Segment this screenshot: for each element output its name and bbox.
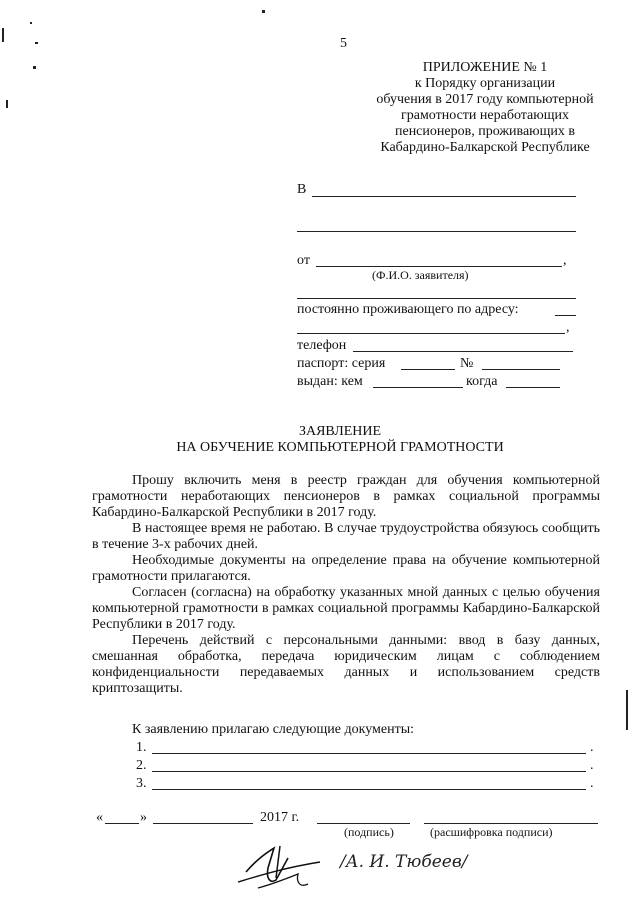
issued-by-label: выдан: кем [297, 374, 363, 389]
paragraph-documents: Необходимые документы на определение права на обучение компьютерной грамотности прилагаются. [92, 553, 600, 584]
passport-series-field[interactable] [401, 369, 455, 370]
attachment-number: 2. [136, 758, 147, 773]
to-label: В [297, 182, 307, 197]
scan-speck [262, 10, 265, 13]
passport-number-field[interactable] [482, 369, 560, 370]
scan-speck [30, 22, 32, 24]
scan-speck [6, 100, 8, 108]
issued-by-field[interactable] [373, 387, 463, 388]
passport-number-label: № [460, 356, 474, 371]
appendix-line: к Порядку организации [414, 76, 556, 91]
paragraph-actions: Перечень действий с персональными данными: ввод в базу данных, смешанная обработка, передача юридическим лицам с соблюдением конфиденциальности передаваемых данных и использованием средств криптозащиты. [92, 633, 600, 696]
attachment-end: . [590, 776, 594, 791]
scan-speck [626, 690, 628, 730]
fio-field-extra[interactable] [297, 298, 576, 299]
appendix-title: ПРИЛОЖЕНИЕ № 1 [422, 60, 548, 75]
address-label: постоянно проживающего по адресу: [297, 302, 519, 317]
fio-caption: (Ф.И.О. заявителя) [372, 268, 469, 282]
application-body [92, 473, 600, 697]
scan-speck [35, 42, 38, 44]
signature-caption: (подпись) [344, 825, 394, 839]
attachment-number: 1. [136, 740, 147, 755]
handwritten-name: /А. И. Тюбеев/ [340, 852, 468, 872]
appendix-line: обучения в 2017 году компьютерной [376, 92, 594, 107]
attachment-field[interactable] [152, 753, 586, 754]
attachment-field[interactable] [152, 771, 586, 772]
from-label: от [297, 253, 310, 268]
paragraph-request: Прошу включить меня в реестр граждан для обучения компьютерной грамотности неработающих пенсионеров в рамках социальной программы Кабардино-Балкарской Республики в 2017 году. [92, 473, 600, 520]
phone-field[interactable] [353, 351, 573, 352]
signature-decode-caption: (расшифровка подписи) [430, 825, 553, 839]
address-comma: , [566, 320, 570, 335]
attachment-end: . [590, 758, 594, 773]
attachment-number: 3. [136, 776, 147, 791]
appendix-line: Кабардино-Балкарской Республике [380, 140, 590, 155]
to-field[interactable] [312, 196, 576, 197]
handwritten-signature [228, 838, 338, 898]
title-line-2: НА ОБУЧЕНИЕ КОМПЬЮТЕРНОЙ ГРАМОТНОСТИ [176, 440, 504, 455]
signature-field[interactable] [317, 823, 410, 824]
page-number: 5 [340, 36, 347, 51]
appendix-header [340, 60, 630, 156]
address-field-extra[interactable] [297, 333, 565, 334]
date-open-quote: « [96, 810, 103, 825]
passport-series-label: паспорт: серия [297, 356, 386, 371]
date-year: 2017 г. [260, 810, 300, 825]
address-field[interactable] [555, 315, 576, 316]
date-day-field[interactable] [105, 823, 139, 824]
paragraph-consent: Согласен (согласна) на обработку указанных мной данных с целью обучения компьютерной грамотности в рамках социальной программы Кабардино-Балкарской Республики в 2017 году. [92, 585, 600, 632]
attachments-intro: К заявлению прилагаю следующие документы: [132, 722, 415, 737]
document-title [60, 424, 620, 456]
to-field-extra[interactable] [297, 231, 576, 232]
date-month-field[interactable] [153, 823, 253, 824]
signature-decode-field[interactable] [424, 823, 598, 824]
issued-when-label: когда [466, 374, 498, 389]
fio-field[interactable] [316, 266, 562, 267]
phone-label: телефон [297, 338, 347, 353]
attachment-field[interactable] [152, 789, 586, 790]
title-line-1: ЗАЯВЛЕНИЕ [298, 424, 382, 439]
attachment-end: . [590, 740, 594, 755]
scan-speck [2, 28, 4, 42]
paragraph-employment: В настоящее время не работаю. В случае трудоустройства обязуюсь сообщить в течение 3-х рабочих дней. [92, 521, 600, 552]
scan-speck [33, 66, 36, 69]
appendix-line: грамотности неработающих [400, 108, 569, 123]
date-close-quote: » [140, 810, 147, 825]
appendix-line: пенсионеров, проживающих в [394, 124, 575, 139]
from-comma: , [563, 253, 567, 268]
issued-when-field[interactable] [506, 387, 560, 388]
